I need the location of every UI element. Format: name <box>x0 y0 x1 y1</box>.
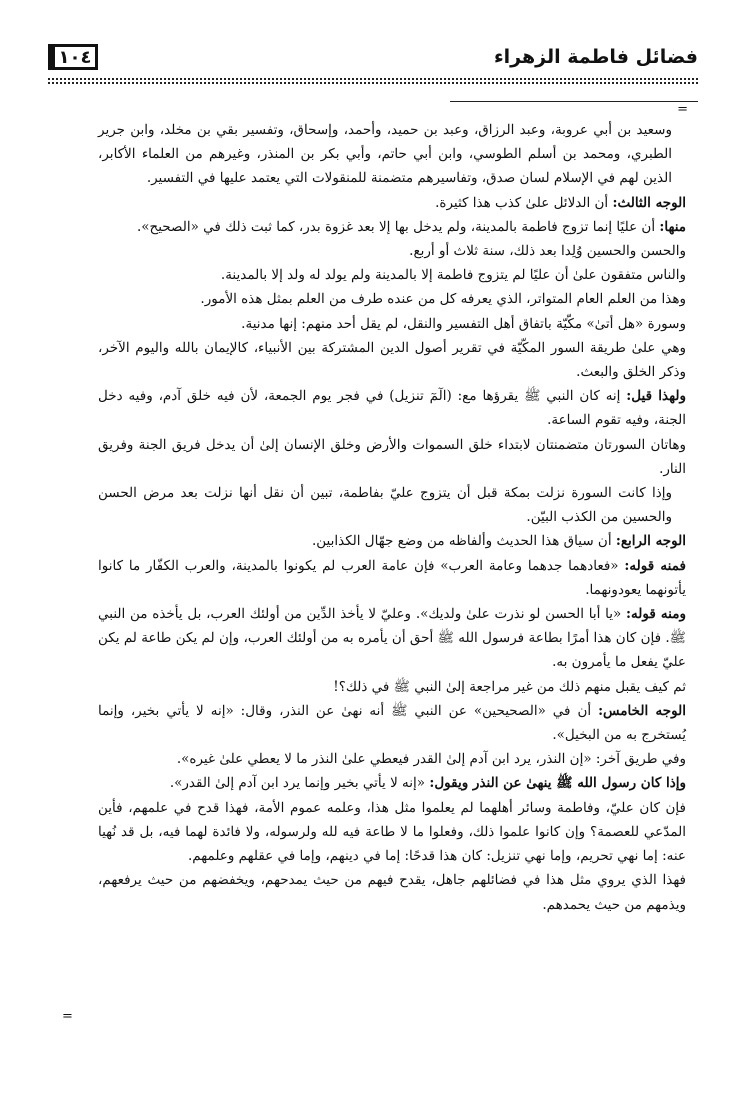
paragraph-2: الوجه الثالث: أن الدلائل علىٰ كذب هذا كثيرة. <box>435 194 686 211</box>
paragraph-7: وسورة «هل أتىٰ» مكّيّة باتفاق أهل التفسير والنقل، لم يقل أحد منهم: إنها مدنية. <box>241 315 686 332</box>
paragraph-9: ولهذا قيل: إنه كان النبي ﷺ يقرؤها مع: (الٓمٓ تنزيل) في فجر يوم الجمعة، لأن فيه خلق آدم، وفيه دخل الجنة، وفيه تقوم الساعة. <box>98 388 686 429</box>
paragraph-1: وسعيد بن أبي عروبة، وعبد الرزاق، وعبد بن حميد، وأحمد، وإسحاق، وتفسير بقي بن مخلد، وابن جرير الطبري، ومحمد بن أسلم الطوسي، وابن أبي حاتم، وأبي بكر بن المنذر، وغيرهم من العلماء الأكابر، الذين لهم في الإسلام لسان صدق، وتفاسيرهم متضمنة للمنقولات التي يعتمد عليها في التفسير. <box>98 122 672 187</box>
paragraph-17: وفي طريق آخر: «إن النذر، يرد ابن آدم إلىٰ القدر فيعطي علىٰ النذر ما لا يعطي علىٰ غيره». <box>176 751 686 768</box>
running-title: فضائل فاطمة الزهراء <box>493 46 698 68</box>
paragraph-10: وهاتان السورتان متضمنتان لابتداء خلق السموات والأرض وخلق الإنسان إلىٰ أن يدخل فريق الجنة وفريق النار. <box>98 436 686 477</box>
paragraph-15: ثم كيف يقبل منهم ذلك من غير مراجعة إلىٰ النبي ﷺ في ذلك؟! <box>333 678 686 695</box>
paragraph-6: وهذا من العلم العام المتواتر، الذي يعرفه كل من عنده طرف من العلم بمثل هذه الأمور. <box>200 291 686 308</box>
page-body <box>98 118 686 917</box>
continuation-mark-bottom: = <box>62 1009 73 1024</box>
paragraph-19: فإن كان عليّ، وفاطمة وسائر أهلهما لم يعلموا مثل هذا، وعلمه عموم الأمة، فهذا قدح في علمهم، فأين المدّعي للعصمة؟ وإن كانوا علموا ذلك، وفعلوا ما لا طاعة فيه لله ولرسوله، ولا فائدة لهما فيه، بل قد نُهيا عنه: إما نهي تحريم، وإما نهي تنزيل: كان هذا قدحًا: إما في دينهم، وإما في عقلهم وعلمهم. <box>98 799 686 865</box>
paragraph-18: وإذا كان رسول الله ﷺ ينهىٰ عن النذر ويقول: «إنه لا يأتي بخير وإنما يرد ابن آدم إلىٰ القدر». <box>169 775 686 792</box>
paragraph-12: الوجه الرابع: أن سياق هذا الحديث وألفاظه من وضع جهّال الكذابين. <box>311 533 686 550</box>
paragraph-4: والحسن والحسين وُلِدا بعد ذلك، سنة ثلاث أو أربع. <box>409 243 686 260</box>
continuation-mark-top: = <box>677 102 688 117</box>
paragraph-16: الوجه الخامس: أن في «الصحيحين» عن النبي ﷺ أنه نهىٰ عن النذر، وقال: «إنه لا يأتي بخير، وإنما يُستخرج به من البخيل». <box>98 702 686 744</box>
paragraph-20: فهذا الذي يروي مثل هذا في فضائلهم جاهل، يقدح فيهم من حيث يمدحهم، ويخفضهم من حيث يرفعهم، ويذمهم من حيث يحمدهم. <box>98 872 686 913</box>
paragraph-11: وإذا كانت السورة نزلت بمكة قبل أن يتزوج عليّ بفاطمة، تبين أن نقل أنها نزلت بعد مرض الحسن والحسين من الكذب البيّن. <box>98 485 672 526</box>
header-dotted-rule <box>48 78 698 84</box>
paragraph-5: والناس متفقون علىٰ أن عليًا لم يتزوج فاطمة إلا بالمدينة ولم يولد له ولد إلا بالمدينة. <box>220 267 686 284</box>
paragraph-8: وهي علىٰ طريقة السور المكّيّة في تقرير أصول الدين المشتركة بين الأنبياء، كالإيمان بالله واليوم الآخر، وذكر الخلق والبعث. <box>98 339 686 381</box>
page-number: ١٠٤ <box>48 44 98 70</box>
paragraph-3: منها: أن عليًا إنما تزوج فاطمة بالمدينة، ولم يدخل بها إلا بعد غزوة بدر، كما ثبت ذلك في «الصحيح». <box>136 218 686 235</box>
top-separator-line <box>450 101 698 102</box>
paragraph-13: فمنه قوله: «فعادهما جدهما وعامة العرب» فإن عامة العرب لم يكونوا بالمدينة، والعرب الكفّار ما كانوا يأتونهما يعودونهما. <box>98 557 686 598</box>
paragraph-14: ومنه قوله: «يا أبا الحسن لو نذرت علىٰ ولديك». وعليّ لا يأخذ الدِّين من أولئك العرب، بل يأخذه من النبي ﷺ. فإن كان هذا أمرًا بطاعة فرسول الله ﷺ أحق أن يأمره به من أولئك العرب، وإن لم يكن طاعة لم يكن عليّ يفعل ما يأمرون به. <box>98 606 686 671</box>
